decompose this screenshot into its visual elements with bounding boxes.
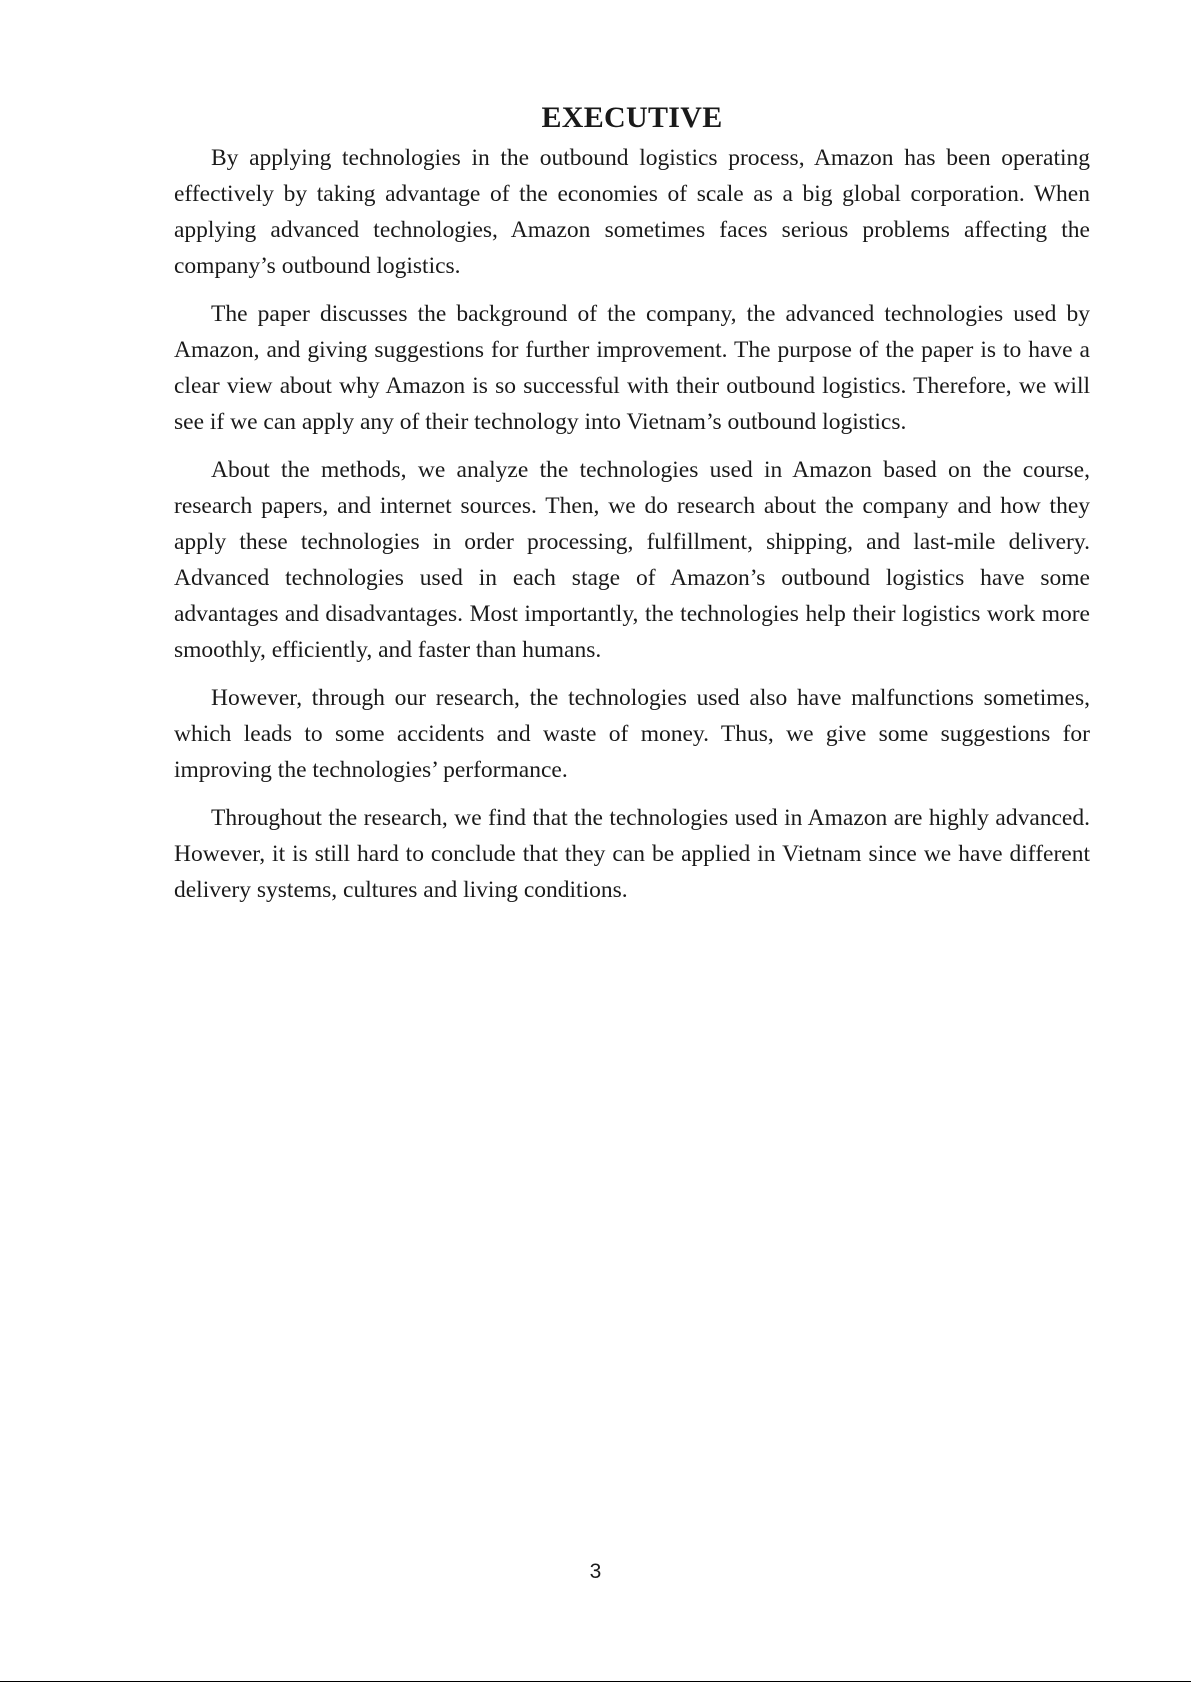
paragraph-3: About the methods, we analyze the technologies used in Amazon based on the course, research papers, and internet sources. Then, we do research about the company and how they apply these technologies in order processing, fulfillment, shipping, and last-mile delivery. Advanced technologies used in each stage of Amazon’s outbound logistics have some advantages and disadvantages. Most importantly, the technologies help their logistics work more smoothly, efficiently, and faster than humans.: [174, 457, 1090, 663]
paragraph-5: Throughout the research, we find that the technologies used in Amazon are highly advanced. However, it is still hard to conclude that they can be applied in Vietnam since we have different delivery systems, cultures and living conditions.: [174, 805, 1090, 903]
bottom-divider: [0, 1681, 1191, 1682]
page-title: EXECUTIVE: [541, 101, 723, 134]
page-number: 3: [589, 1560, 602, 1583]
paragraph-1: By applying technologies in the outbound logistics process, Amazon has been operating effectively by taking advantage of the economies of scale as a big global corporation. When applying advanced technologies, Amazon sometimes faces serious problems affecting the company’s outbound logistics.: [174, 145, 1090, 279]
paragraph-2: The paper discusses the background of the company, the advanced technologies used by Amazon, and giving suggestions for further improvement. The purpose of the paper is to have a clear view about why Amazon is so successful with their outbound logistics. Therefore, we will see if we can apply any of their technology into Vietnam’s outbound logistics.: [174, 301, 1090, 435]
paragraph-4: However, through our research, the technologies used also have malfunctions sometimes, which leads to some accidents and waste of money. Thus, we give some suggestions for improving the technologies’ performance.: [174, 685, 1090, 783]
page-content: [174, 100, 1090, 920]
